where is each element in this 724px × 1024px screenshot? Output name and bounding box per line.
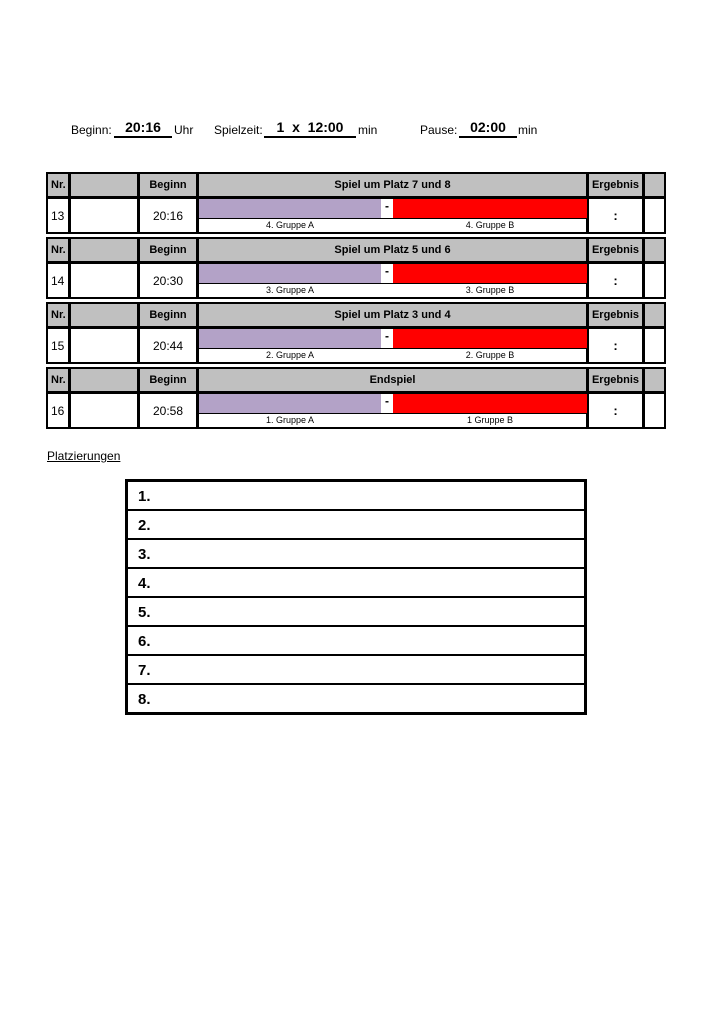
match-number: 15 [48, 329, 68, 362]
team-b-label: 1 Gruppe B [466, 415, 514, 425]
nr-header: Nr. [48, 239, 68, 261]
pause-value: 02:00 [459, 118, 517, 138]
teams-cell [199, 264, 586, 297]
teams-cell [199, 394, 586, 427]
teams-cell [199, 329, 586, 362]
nr-header: Nr. [48, 304, 68, 326]
extra-cell [645, 199, 664, 232]
match-number: 13 [48, 199, 68, 232]
placements-table [125, 479, 587, 715]
match-time: 20:58 [140, 394, 196, 427]
team-a-bar[interactable] [199, 264, 381, 283]
match-block [46, 172, 666, 234]
match-block [46, 237, 666, 299]
match-title: Endspiel [199, 369, 586, 391]
empty-cell[interactable] [71, 199, 137, 232]
ergebnis-header: Ergebnis [589, 239, 642, 261]
extra-cell [645, 264, 664, 297]
team-b-bar[interactable] [393, 394, 587, 413]
divider [199, 218, 587, 219]
extra-cell [645, 329, 664, 362]
placement-row[interactable]: 3. [128, 540, 584, 569]
extra-header [645, 174, 664, 196]
match-time: 20:16 [140, 199, 196, 232]
divider [199, 413, 587, 414]
versus-dash: - [381, 394, 393, 413]
empty-header [71, 239, 137, 261]
beginn-unit: Uhr [174, 123, 194, 137]
placements-title: Platzierungen [47, 449, 121, 463]
placement-row[interactable]: 8. [138, 691, 151, 708]
versus-dash: - [381, 329, 393, 348]
placement-row[interactable]: 5. [128, 598, 584, 627]
extra-header [645, 304, 664, 326]
result-field[interactable]: : [589, 199, 642, 232]
spielzeit-value: 1 x 12:00 [264, 118, 356, 138]
match-block [46, 302, 666, 364]
empty-cell[interactable] [71, 264, 137, 297]
empty-header [71, 369, 137, 391]
match-time: 20:30 [140, 264, 196, 297]
team-a-bar[interactable] [199, 199, 381, 218]
nr-header: Nr. [48, 369, 68, 391]
match-title: Spiel um Platz 3 und 4 [199, 304, 586, 326]
extra-header [645, 369, 664, 391]
team-b-label: 2. Gruppe B [465, 350, 515, 360]
versus-dash: - [381, 199, 393, 218]
team-a-label: 3. Gruppe A [265, 285, 315, 295]
team-a-label: 2. Gruppe A [265, 350, 315, 360]
result-field[interactable]: : [589, 329, 642, 362]
result-field[interactable]: : [589, 264, 642, 297]
team-b-bar[interactable] [393, 329, 587, 348]
ergebnis-header: Ergebnis [589, 369, 642, 391]
team-a-label: 1. Gruppe A [265, 415, 315, 425]
placement-row[interactable]: 7. [128, 656, 584, 685]
spielzeit-unit: min [358, 123, 378, 137]
extra-header [645, 239, 664, 261]
match-title: Spiel um Platz 5 und 6 [199, 239, 586, 261]
team-b-label: 3. Gruppe B [465, 285, 515, 295]
team-a-bar[interactable] [199, 394, 381, 413]
divider [199, 283, 587, 284]
team-b-bar[interactable] [393, 264, 587, 283]
extra-cell [645, 394, 664, 427]
beginn-header: Beginn [140, 239, 196, 261]
schedule-header [0, 118, 724, 142]
placement-row[interactable]: 4. [128, 569, 584, 598]
teams-cell [199, 199, 586, 232]
beginn-header: Beginn [140, 369, 196, 391]
empty-cell[interactable] [71, 394, 137, 427]
pause-label: Pause: [420, 123, 458, 137]
result-field[interactable]: : [589, 394, 642, 427]
placement-row[interactable]: 1. [128, 482, 584, 511]
empty-header [71, 174, 137, 196]
team-a-label: 4. Gruppe A [265, 220, 315, 230]
match-number: 14 [48, 264, 68, 297]
divider [199, 348, 587, 349]
ergebnis-header: Ergebnis [589, 304, 642, 326]
spielzeit-label: Spielzeit: [214, 123, 263, 137]
beginn-header: Beginn [140, 174, 196, 196]
beginn-header: Beginn [140, 304, 196, 326]
match-title: Spiel um Platz 7 und 8 [199, 174, 586, 196]
empty-header [71, 304, 137, 326]
beginn-value: 20:16 [114, 118, 172, 138]
match-block [46, 367, 666, 429]
ergebnis-header: Ergebnis [589, 174, 642, 196]
placement-row[interactable]: 2. [128, 511, 584, 540]
versus-dash: - [381, 264, 393, 283]
pause-unit: min [518, 123, 538, 137]
match-number: 16 [48, 394, 68, 427]
placement-row[interactable]: 6. [128, 627, 584, 656]
empty-cell[interactable] [71, 329, 137, 362]
team-b-label: 4. Gruppe B [465, 220, 515, 230]
team-b-bar[interactable] [393, 199, 587, 218]
team-a-bar[interactable] [199, 329, 381, 348]
match-time: 20:44 [140, 329, 196, 362]
nr-header: Nr. [48, 174, 68, 196]
beginn-label: Beginn: [71, 123, 112, 137]
